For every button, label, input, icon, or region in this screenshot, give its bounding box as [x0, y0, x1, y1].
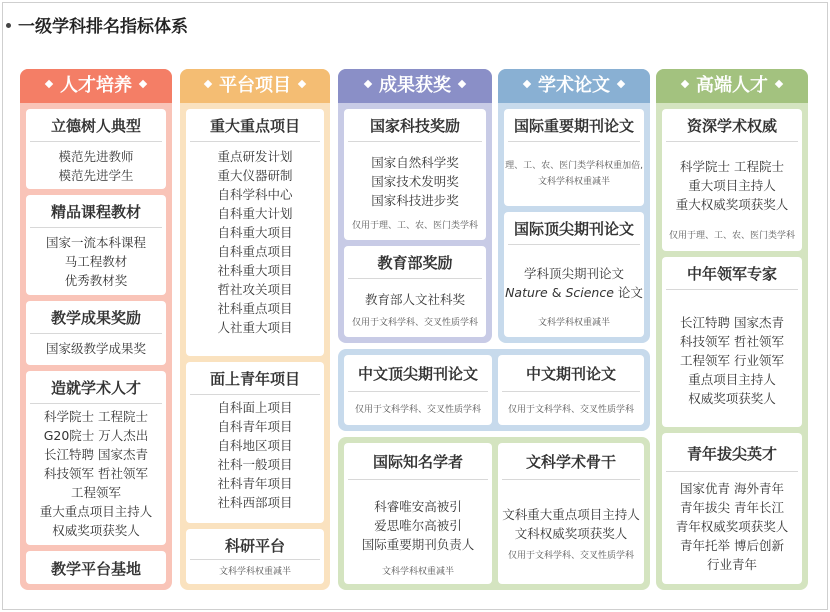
paper-box-intl-important-note1: 理、工、农、医门类学科权重加倍,	[505, 161, 643, 171]
achievement-box-moe-title: 教育部奖励	[377, 254, 453, 272]
list-item: 爱思唯尔高被引	[374, 518, 462, 533]
diamond-icon	[523, 80, 531, 88]
paper-box-intl-top	[504, 212, 644, 337]
elite-box-middle-title: 中年领军专家	[686, 265, 777, 283]
diamond-icon	[45, 80, 53, 88]
divider	[30, 141, 162, 142]
nature-text: Nature	[505, 285, 548, 300]
list-item: 哲社攻关项目	[217, 282, 293, 297]
column-elite	[656, 69, 808, 590]
elite-box-senior-title: 资深学术权威	[686, 117, 777, 135]
list-item: 国家优青 海外青年	[680, 481, 784, 496]
list-item: 长江特聘 国家杰青	[44, 447, 148, 462]
divider	[348, 278, 482, 279]
diamond-icon	[617, 80, 625, 88]
list-item: 社科重点项目	[217, 301, 293, 316]
list-item: 自科重大项目	[217, 225, 293, 240]
achievement-box-national-note: 仅用于理、工、农、医门类学科	[351, 221, 478, 231]
list-item: 科学院士 工程院士	[680, 159, 784, 174]
divider	[508, 141, 640, 142]
platform-box-research-title: 科研平台	[224, 537, 285, 555]
list-item: 自科重大计划	[217, 206, 293, 221]
elite-box-middle-items	[662, 313, 802, 408]
list-item: 学科顶尖期刊论文	[523, 266, 624, 281]
elite-box-young-items	[662, 479, 802, 574]
talent-box-moral-title: 立德树人典型	[50, 117, 141, 135]
platform-box-research-note: 文科学科权重减半	[218, 567, 291, 577]
column-achievement	[338, 69, 492, 343]
list-item: 自科地区项目	[217, 438, 293, 453]
list-item: 国家自然科学奖	[371, 155, 459, 170]
list-item: 国家科技进步奖	[371, 193, 459, 208]
divider	[666, 289, 798, 290]
divider	[502, 479, 640, 480]
scholars-box-backbone-note: 仅用于文科学科、交叉性质学科	[507, 551, 634, 561]
section-chinese-journals	[338, 349, 650, 431]
talent-box-base-title: 教学平台基地	[50, 560, 141, 578]
paper-text: 论文	[613, 285, 643, 300]
paper-header-label: 学术论文	[538, 75, 610, 96]
talent-box-teaching-award	[26, 301, 166, 365]
list-item: 青年托举 博后创新	[680, 538, 784, 553]
elite-box-young	[662, 433, 802, 584]
list-item: 社科西部项目	[217, 495, 293, 510]
list-item: 模范先进学生	[58, 168, 134, 183]
talent-box-courses-items	[26, 233, 166, 290]
platform-box-major-items	[186, 147, 324, 337]
list-item: 青年拔尖 青年长江	[680, 500, 784, 515]
divider	[348, 391, 488, 392]
paper-box-intl-important-note2: 文科学科权重减半	[537, 177, 610, 187]
platform-box-research	[186, 529, 324, 584]
elite-box-young-title: 青年拔尖英才	[686, 445, 777, 463]
divider	[666, 471, 798, 472]
elite-box-senior	[662, 109, 802, 251]
list-item	[504, 283, 644, 302]
scholars-box-intl	[344, 443, 492, 584]
platform-box-general-items	[186, 398, 324, 512]
column-talent	[20, 69, 172, 590]
talent-box-moral	[26, 109, 166, 189]
diamond-icon	[298, 80, 306, 88]
talent-header-label: 人才培养	[60, 75, 132, 96]
page-title-text: 一级学科排名指标体系	[18, 17, 188, 37]
list-item: 社科重大项目	[217, 263, 293, 278]
diamond-icon	[204, 80, 212, 88]
list-item: 国家级教学成果奖	[45, 341, 146, 356]
scholars-box-intl-title: 国际知名学者	[372, 453, 463, 471]
talent-box-moral-items	[26, 147, 166, 185]
list-item: 教育部人文社科奖	[364, 292, 465, 307]
divider	[666, 141, 798, 142]
list-item: 青年权威奖项获奖人	[675, 519, 789, 534]
diamond-icon	[458, 80, 466, 88]
list-item: 社科青年项目	[217, 476, 293, 491]
list-item: 文科权威奖项获奖人	[514, 526, 628, 541]
scholars-box-intl-items	[344, 497, 492, 554]
paper-header	[498, 69, 650, 103]
column-paper	[498, 69, 650, 343]
list-item: 国家技术发明奖	[371, 174, 459, 189]
list-item: 权威奖项获奖人	[688, 391, 776, 406]
talent-box-teaching-award-items	[26, 339, 166, 358]
elite-header-label: 高端人才	[696, 75, 768, 96]
platform-box-major	[186, 109, 324, 356]
elite-box-senior-note: 仅用于理、工、农、医门类学科	[668, 231, 795, 241]
list-item: 重大仪器研制	[217, 168, 293, 183]
paper-box-intl-important-title: 国际重要期刊论文	[513, 117, 634, 135]
list-item: 模范先进教师	[58, 149, 134, 164]
bullet-icon	[6, 23, 11, 28]
divider	[348, 141, 482, 142]
chinese-box-top-note: 仅用于文科学科、交叉性质学科	[354, 405, 481, 415]
science-text: Science	[565, 285, 614, 300]
scholars-box-intl-note: 文科学科权重减半	[381, 567, 454, 577]
paper-box-intl-important	[504, 109, 644, 206]
list-item: 社科一般项目	[217, 457, 293, 472]
list-item: 重大权威奖项获奖人	[675, 197, 789, 212]
ampersand-text: &	[547, 285, 566, 300]
list-item: 重大重点项目主持人	[39, 504, 153, 519]
achievement-box-moe-items	[344, 290, 486, 309]
list-item: 科技领军 哲社领军	[680, 334, 784, 349]
scholars-box-backbone-title: 文科学术骨干	[525, 453, 616, 471]
chinese-box-top	[344, 355, 492, 425]
list-item: 重点研发计划	[217, 149, 293, 164]
talent-header	[20, 69, 172, 103]
achievement-box-moe-note: 仅用于文科学科、交叉性质学科	[351, 318, 478, 328]
divider	[190, 141, 320, 142]
talent-box-courses-title: 精品课程教材	[50, 203, 141, 221]
achievement-box-national-items	[344, 153, 486, 210]
platform-box-general	[186, 362, 324, 523]
divider	[502, 391, 640, 392]
achievement-header-label: 成果获奖	[379, 75, 451, 96]
achievement-header	[338, 69, 492, 103]
platform-box-major-title: 重大重点项目	[209, 117, 300, 135]
diamond-icon	[681, 80, 689, 88]
chinese-box-core-title: 中文期刊论文	[525, 365, 616, 383]
paper-box-intl-top-title: 国际顶尖期刊论文	[513, 220, 634, 238]
list-item: 自科重点项目	[217, 244, 293, 259]
achievement-box-moe	[344, 246, 486, 337]
divider	[190, 559, 320, 560]
list-item: 重大项目主持人	[688, 178, 776, 193]
divider	[508, 244, 640, 245]
list-item: 行业青年	[706, 557, 757, 572]
divider	[30, 227, 162, 228]
page-title	[6, 12, 188, 37]
diamond-icon	[139, 80, 147, 88]
diamond-icon	[775, 80, 783, 88]
list-item: 科学院士 工程院士	[44, 409, 148, 424]
talent-box-scholars	[26, 371, 166, 545]
section-scholars	[338, 437, 650, 590]
list-item: 国家一流本科课程	[45, 235, 146, 250]
elite-header	[656, 69, 808, 103]
list-item: 人社重大项目	[217, 320, 293, 335]
paper-box-intl-top-note: 文科学科权重减半	[537, 318, 610, 328]
talent-box-scholars-title: 造就学术人才	[50, 379, 141, 397]
divider	[190, 394, 320, 395]
list-item: G20院士 万人杰出	[43, 428, 149, 443]
divider	[348, 479, 488, 480]
scholars-box-backbone-items	[498, 505, 644, 543]
list-item: 重点项目主持人	[688, 372, 776, 387]
list-item: 科睿唯安高被引	[374, 499, 462, 514]
list-item: 文科重大重点项目主持人	[502, 507, 640, 522]
divider	[30, 333, 162, 334]
list-item: 自科青年项目	[217, 419, 293, 434]
platform-box-general-title: 面上青年项目	[209, 370, 300, 388]
list-item: 优秀教材奖	[64, 273, 128, 288]
achievement-box-national	[344, 109, 486, 240]
platform-header-label: 平台项目	[219, 75, 291, 96]
column-platform	[180, 69, 330, 590]
list-item: 马工程教材	[64, 254, 128, 269]
platform-header	[180, 69, 330, 103]
paper-box-intl-top-items	[504, 264, 644, 302]
list-item: 工程领军	[70, 485, 121, 500]
list-item: 国际重要期刊负责人	[361, 537, 475, 552]
talent-box-scholars-items	[26, 407, 166, 540]
elite-box-middle	[662, 257, 802, 427]
divider	[30, 403, 162, 404]
elite-box-senior-items	[662, 157, 802, 214]
chinese-box-top-title: 中文顶尖期刊论文	[357, 365, 478, 383]
list-item: 科技领军 哲社领军	[44, 466, 148, 481]
diamond-icon	[364, 80, 372, 88]
list-item: 权威奖项获奖人	[52, 523, 140, 538]
list-item: 长江特聘 国家杰青	[680, 315, 784, 330]
talent-box-teaching-award-title: 教学成果奖励	[50, 309, 141, 327]
achievement-box-national-title: 国家科技奖励	[369, 117, 460, 135]
list-item: 自科面上项目	[217, 400, 293, 415]
chinese-box-core-note: 仅用于文科学科、交叉性质学科	[507, 405, 634, 415]
list-item: 自科学科中心	[217, 187, 293, 202]
talent-box-courses	[26, 195, 166, 295]
list-item: 工程领军 行业领军	[680, 353, 784, 368]
talent-box-base	[26, 551, 166, 584]
scholars-box-backbone	[498, 443, 644, 584]
chinese-box-core	[498, 355, 644, 425]
